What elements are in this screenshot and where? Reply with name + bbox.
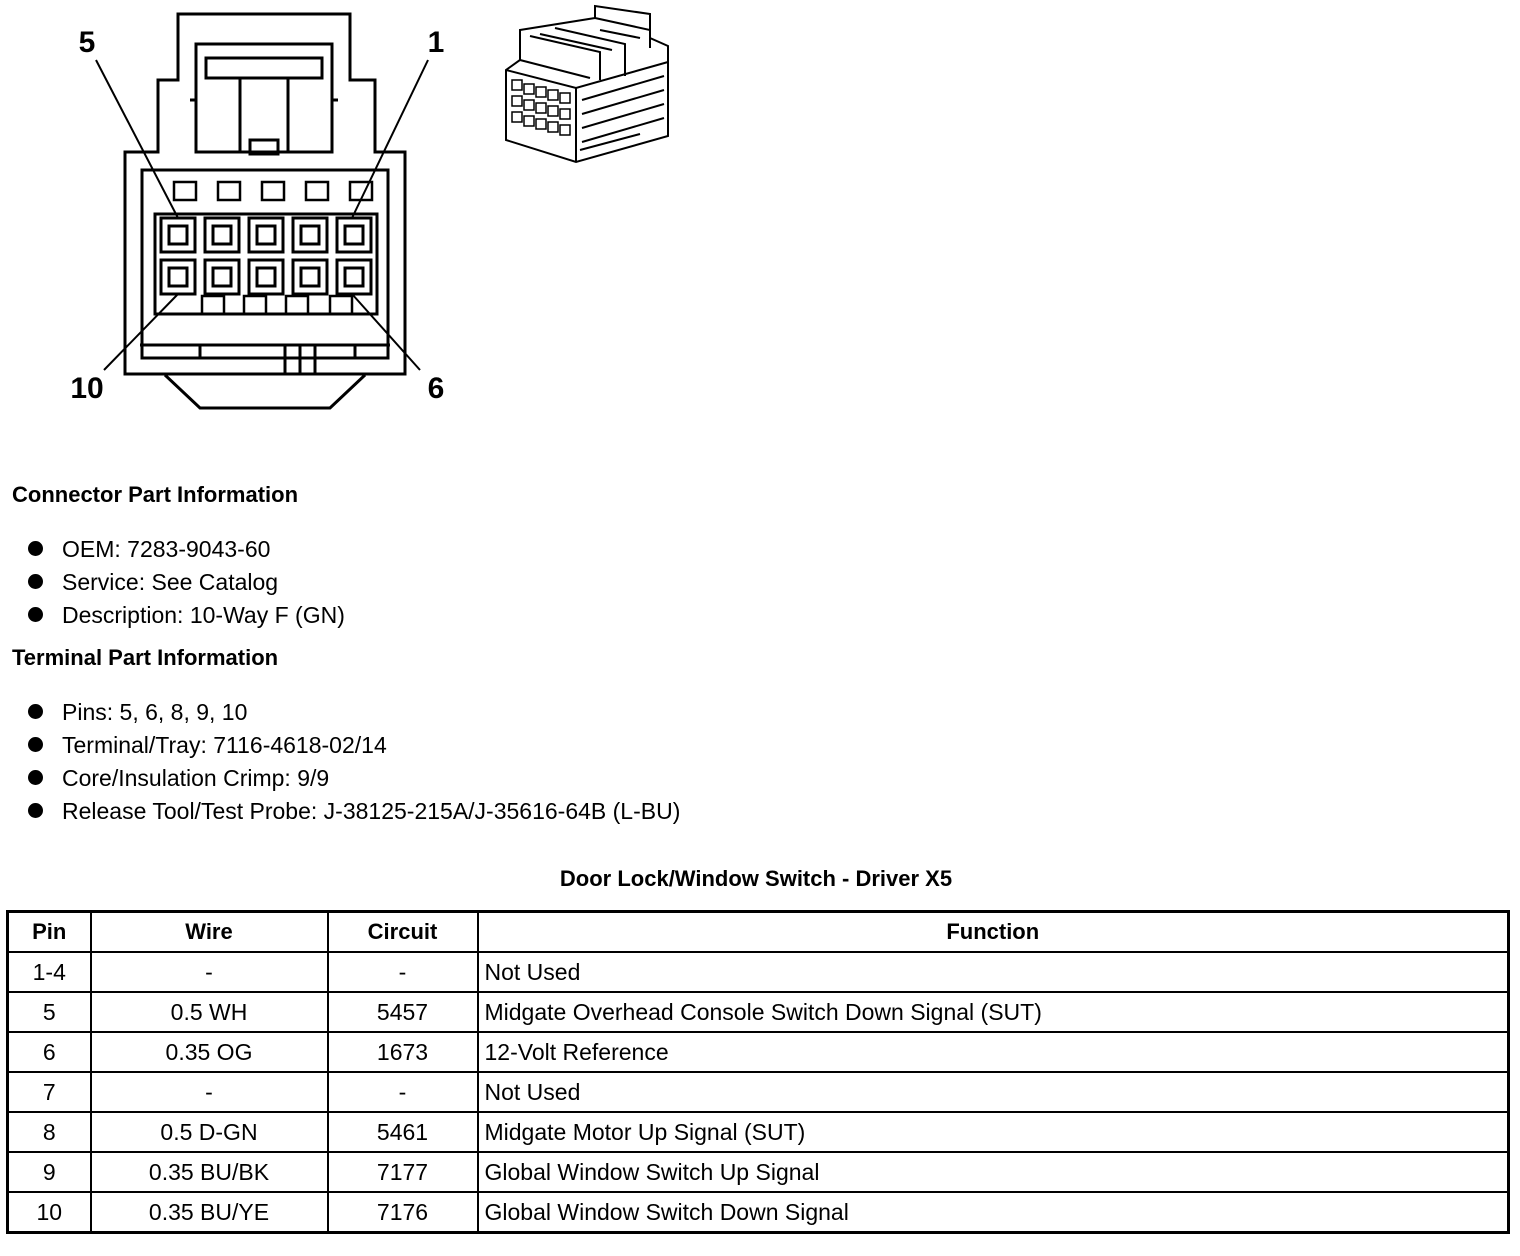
cell-pin: 1-4 xyxy=(8,952,91,992)
cell-wire: 0.35 BU/BK xyxy=(91,1152,328,1192)
column-header-circuit: Circuit xyxy=(328,912,478,953)
table-row xyxy=(8,1112,1509,1152)
connector-info-title: Connector Part Information xyxy=(12,482,299,507)
list-item xyxy=(28,762,680,795)
pin-label-10: 10 xyxy=(70,372,104,405)
pinout-table xyxy=(6,910,1510,1234)
table-row xyxy=(8,1192,1509,1233)
cell-function: Global Window Switch Down Signal xyxy=(478,1192,1509,1233)
cell-pin: 6 xyxy=(8,1032,91,1072)
bullet-icon xyxy=(28,574,43,589)
table-row xyxy=(8,1072,1509,1112)
pin-label-1: 1 xyxy=(427,26,445,59)
table-title: Door Lock/Window Switch - Driver X5 xyxy=(559,866,953,891)
table-header-row xyxy=(8,912,1509,953)
table-row xyxy=(8,1152,1509,1192)
cell-function: Not Used xyxy=(478,952,1509,992)
cell-function: Global Window Switch Up Signal xyxy=(478,1152,1509,1192)
cell-circuit: 7177 xyxy=(328,1152,478,1192)
column-header-wire: Wire xyxy=(91,912,328,953)
list-item xyxy=(28,599,345,632)
table-row xyxy=(8,1032,1509,1072)
cell-wire: 0.35 BU/YE xyxy=(91,1192,328,1233)
connector-isometric-image xyxy=(500,2,680,170)
terminal-info-title: Terminal Part Information xyxy=(12,645,279,670)
cell-pin: 10 xyxy=(8,1192,91,1233)
cell-circuit: 5461 xyxy=(328,1112,478,1152)
terminal-pins: Pins: 5, 6, 8, 9, 10 xyxy=(62,699,248,725)
table-row xyxy=(8,992,1509,1032)
cell-wire: - xyxy=(91,952,328,992)
connector-oem: OEM: 7283-9043-60 xyxy=(62,536,271,562)
bullet-icon xyxy=(28,704,43,719)
column-header-function: Function xyxy=(478,912,1509,953)
cell-pin: 7 xyxy=(8,1072,91,1112)
list-item xyxy=(28,566,345,599)
bullet-icon xyxy=(28,770,43,785)
cell-circuit: - xyxy=(328,1072,478,1112)
pin-label-5: 5 xyxy=(78,26,96,59)
bullet-icon xyxy=(28,803,43,818)
terminal-tray: Terminal/Tray: 7116-4618-02/14 xyxy=(62,732,387,758)
column-header-pin: Pin xyxy=(8,912,91,953)
terminal-info-list xyxy=(28,696,680,828)
cell-wire: - xyxy=(91,1072,328,1112)
terminal-release-tool: Release Tool/Test Probe: J-38125-215A/J-35616-64B (L-BU) xyxy=(62,798,681,824)
cell-circuit: 7176 xyxy=(328,1192,478,1233)
cell-circuit: 1673 xyxy=(328,1032,478,1072)
list-item xyxy=(28,696,680,729)
cell-function: Midgate Overhead Console Switch Down Signal (SUT) xyxy=(478,992,1509,1032)
bullet-icon xyxy=(28,737,43,752)
cell-wire: 0.35 OG xyxy=(91,1032,328,1072)
list-item xyxy=(28,795,680,828)
cell-function: Not Used xyxy=(478,1072,1509,1112)
cell-wire: 0.5 WH xyxy=(91,992,328,1032)
terminal-crimp: Core/Insulation Crimp: 9/9 xyxy=(62,765,330,791)
bullet-icon xyxy=(28,541,43,556)
cell-pin: 9 xyxy=(8,1152,91,1192)
bullet-icon xyxy=(28,607,43,622)
cell-circuit: 5457 xyxy=(328,992,478,1032)
connector-description: Description: 10-Way F (GN) xyxy=(62,602,345,628)
table-row xyxy=(8,952,1509,992)
cell-pin: 5 xyxy=(8,992,91,1032)
pin-label-6: 6 xyxy=(427,372,445,405)
list-item xyxy=(28,729,680,762)
list-item xyxy=(28,533,345,566)
cell-function: 12-Volt Reference xyxy=(478,1032,1509,1072)
cell-wire: 0.5 D-GN xyxy=(91,1112,328,1152)
cell-circuit: - xyxy=(328,952,478,992)
connector-face-diagram xyxy=(60,8,460,413)
cell-function: Midgate Motor Up Signal (SUT) xyxy=(478,1112,1509,1152)
connector-service: Service: See Catalog xyxy=(62,569,279,595)
cell-pin: 8 xyxy=(8,1112,91,1152)
connector-info-list xyxy=(28,533,345,632)
